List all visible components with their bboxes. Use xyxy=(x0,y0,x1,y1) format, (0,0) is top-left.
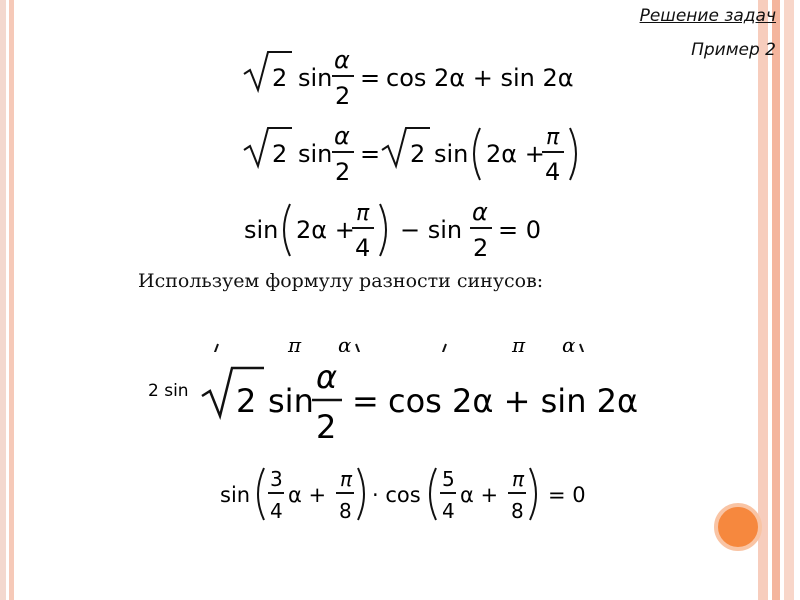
eight-denominator-2: 8 xyxy=(511,499,524,523)
sqrt-radicand: 2 xyxy=(236,382,257,420)
left-paren xyxy=(430,468,436,520)
right-paren xyxy=(358,468,364,520)
fraction-denominator: 2 xyxy=(335,82,351,110)
left-paren xyxy=(284,204,290,256)
pi-fragment: π xyxy=(288,338,302,352)
sin-text: sin xyxy=(268,382,314,420)
decorative-orange-circle xyxy=(714,503,762,551)
pi-numerator-1: π xyxy=(340,467,353,491)
minus-sin: − sin xyxy=(400,216,463,244)
slide-title: Решение задач xyxy=(639,6,776,26)
left-paren xyxy=(474,128,480,180)
fraction-numerator: α xyxy=(316,358,338,396)
alpha-plus-2: α + xyxy=(460,483,499,507)
right-hand-side: cos 2α + sin 2α xyxy=(388,382,639,420)
eight-denominator-1: 8 xyxy=(339,499,352,523)
right-decorative-border xyxy=(754,0,800,600)
pi-numerator: π xyxy=(546,125,560,150)
paren-fragment xyxy=(356,344,362,352)
fraction-numerator: α xyxy=(472,198,488,226)
right-paren xyxy=(530,468,536,520)
fraction1-denominator: 4 xyxy=(270,499,283,523)
fraction-denominator: 2 xyxy=(316,408,337,446)
equals-sign: = xyxy=(352,382,379,420)
four-denominator: 4 xyxy=(355,234,371,262)
fraction-numerator: α xyxy=(334,122,350,150)
pi-fragment: π xyxy=(512,338,526,352)
paren-fragment xyxy=(212,344,218,352)
left-decorative-border xyxy=(0,0,18,600)
equation-2 xyxy=(240,114,600,194)
equation-5 xyxy=(218,458,598,534)
pi-numerator-2: π xyxy=(512,467,525,491)
fraction2-numerator: 5 xyxy=(442,467,455,491)
obscured-fragment xyxy=(210,338,590,352)
alpha-fragment: α xyxy=(338,338,352,352)
fraction1-numerator: 3 xyxy=(270,467,283,491)
slide-subtitle: Пример 2 xyxy=(691,40,776,60)
pi-numerator: π xyxy=(356,201,370,226)
fraction-denominator: 2 xyxy=(473,234,489,262)
left-paren xyxy=(258,468,264,520)
sin-text: sin xyxy=(244,216,279,244)
fraction-denominator: 2 xyxy=(335,158,351,186)
sqrt-radicand: 2 xyxy=(272,140,288,168)
dot-cos: · cos xyxy=(372,483,421,507)
sin-text: sin xyxy=(298,140,333,168)
equation-1 xyxy=(240,40,600,116)
right-hand-side: = 0 xyxy=(498,216,542,244)
inner-expression: 2α + xyxy=(296,216,355,244)
sin-text-right: sin xyxy=(434,140,469,168)
four-denominator: 4 xyxy=(545,158,561,186)
right-hand-side: cos 2α + sin 2α xyxy=(386,64,574,92)
right-hand-side: = 0 xyxy=(548,483,586,507)
sqrt-radicand-right: 2 xyxy=(410,140,426,168)
paren-fragment xyxy=(580,344,586,352)
caption-text: Используем формулу разности синусов: xyxy=(138,270,544,292)
alpha-plus-1: α + xyxy=(288,483,327,507)
fraction2-denominator: 4 xyxy=(442,499,455,523)
equation-4 xyxy=(146,352,666,452)
paren-fragment xyxy=(440,344,446,352)
prefix-2-sin: 2 sin xyxy=(148,381,189,401)
equals-sign: = xyxy=(360,140,381,168)
sin-text: sin xyxy=(220,483,251,507)
equation-3 xyxy=(240,190,580,270)
alpha-fragment: α xyxy=(562,338,576,352)
sqrt-radicand: 2 xyxy=(272,64,288,92)
inner-expression: 2α + xyxy=(486,140,545,168)
sin-text: sin xyxy=(298,64,333,92)
fraction-numerator: α xyxy=(334,46,350,74)
right-paren xyxy=(380,204,386,256)
equals-sign: = xyxy=(360,64,381,92)
right-paren xyxy=(570,128,576,180)
slide-header xyxy=(640,6,776,60)
